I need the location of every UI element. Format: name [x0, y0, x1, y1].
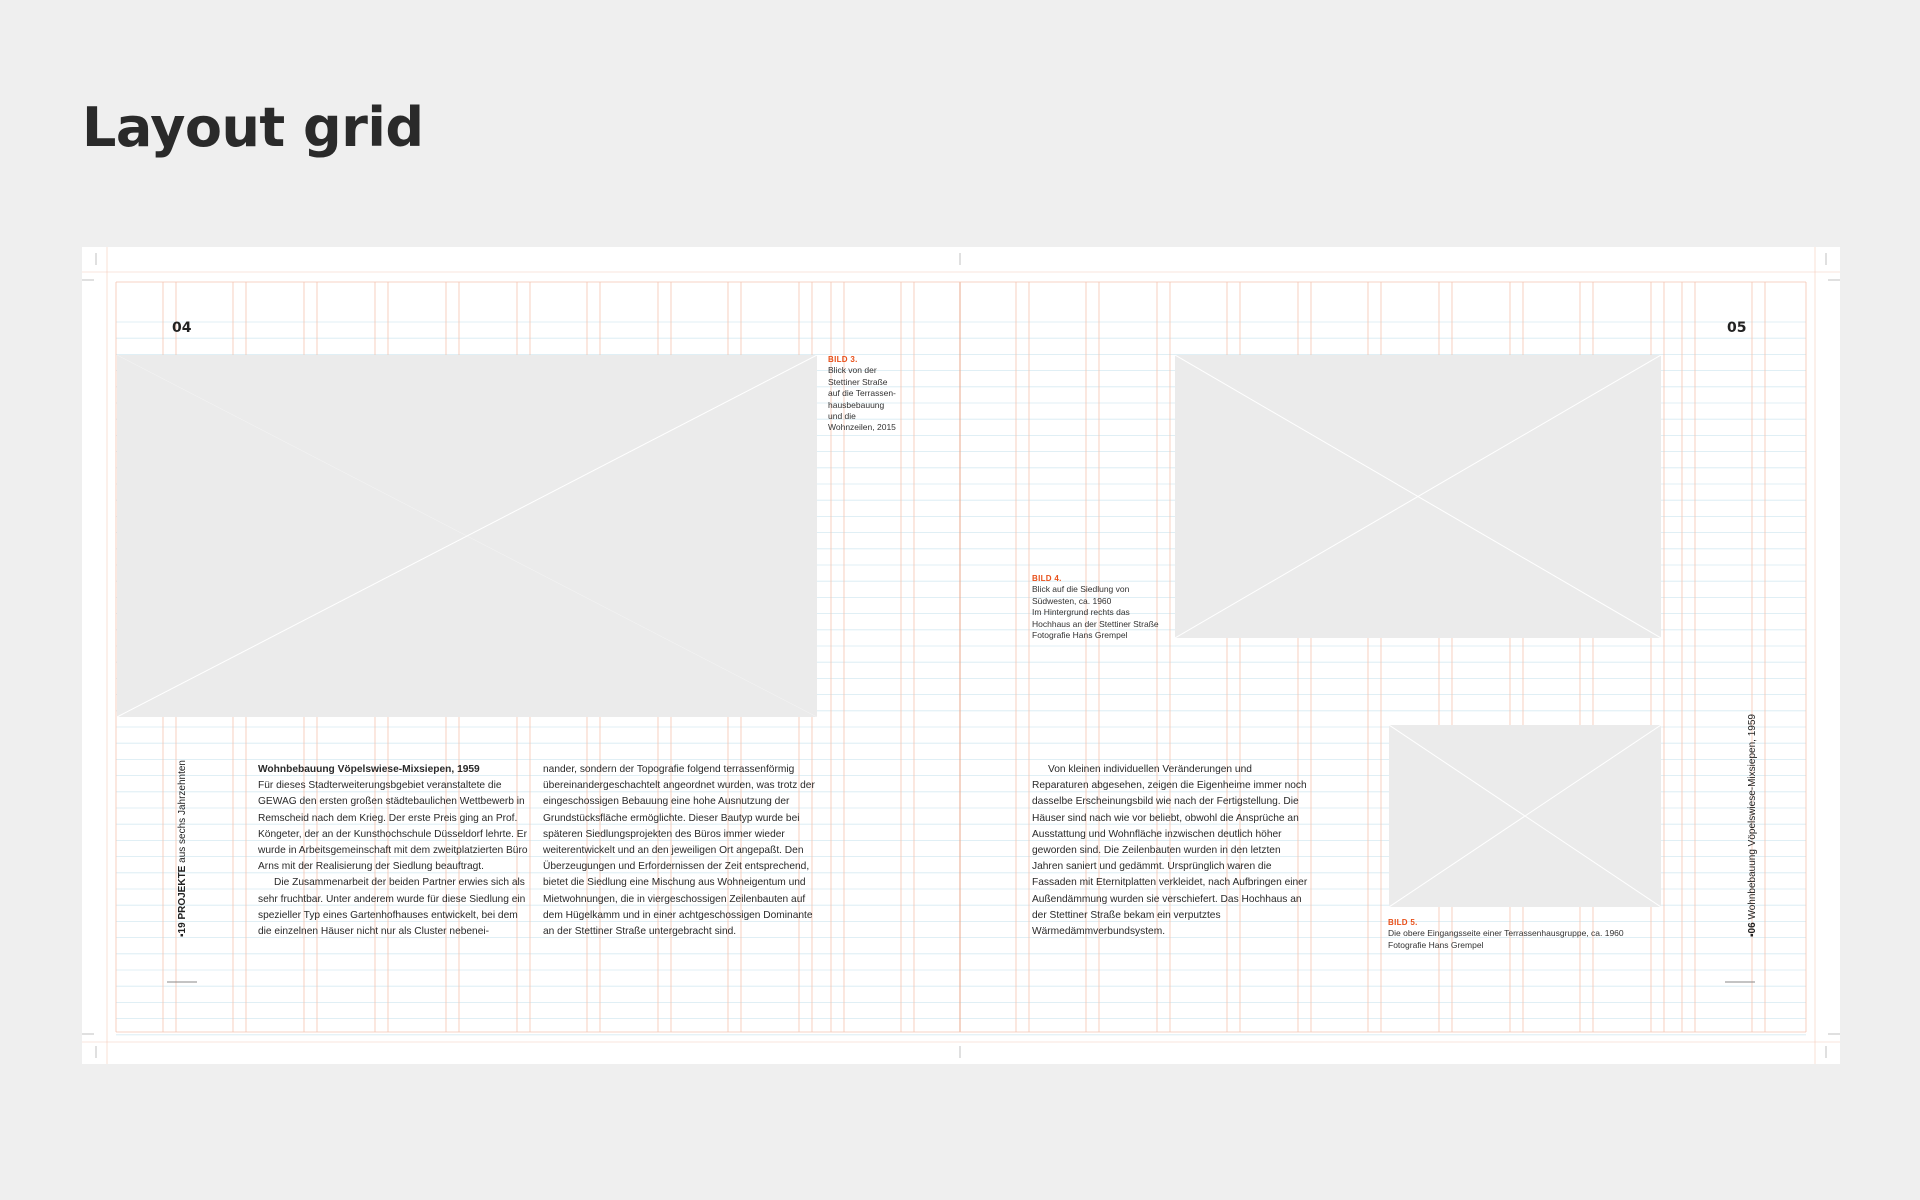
caption-label: BILD 3. — [828, 355, 858, 364]
article-heading: Wohnbebauung Vöpelswiese-Mixsiepen, 1959 — [258, 764, 480, 775]
caption-label: BILD 4. — [1032, 574, 1062, 583]
caption-bild-5 — [1388, 917, 1688, 951]
image-placeholder-bild-3 — [117, 355, 817, 717]
page-title: Layout grid — [82, 96, 424, 159]
running-head-bold: ▪19 PROJEKTE — [177, 865, 188, 937]
running-head-bold: ▪06 — [1747, 922, 1758, 937]
running-head-right — [1747, 714, 1758, 937]
article-paragraph: Für dieses Stadterweiterungsbgebiet veranstaltete die GEWAG den ersten großen städtebaulichen Wettbewerb in Remscheid nach dem Krieg. Der erste Preis ging an Prof. Köngeter, der an der Kunsthochschule Düsseldorf lehrte. Er wurde in Arbeitsgemeinschaft mit dem zweitplatzierten Büro Arns mit der Realisierung der Siedlung beauftragt. — [258, 780, 528, 873]
caption-line: und die — [828, 411, 856, 422]
caption-line: Wohnzeilen, 2015 — [828, 422, 896, 433]
caption-bild-3 — [828, 354, 908, 434]
article-paragraph: Die Zusammenarbeit der beiden Partner erwies sich als sehr fruchtbar. Unter anderem wurde für diese Siedlung ein spezieller Typ eines Gartenhofhauses entwickelt, bei dem die einzelnen Häuser nicht nur als Cluster nebenei- — [258, 877, 526, 938]
caption-line: Hochhaus an der Stettiner Straße — [1032, 618, 1159, 629]
caption-line: Südwesten, ca. 1960 — [1032, 595, 1112, 606]
caption-line: Die obere Eingangsseite einer Terrassenhausgruppe, ca. 1960 — [1388, 928, 1624, 939]
article-column-1 — [258, 762, 532, 940]
page-number-right: 05 — [1727, 320, 1747, 336]
caption-line: Fotografie Hans Grempel — [1032, 630, 1128, 641]
article-paragraph: nander, sondern der Topografie folgend terrassenförmig übereinandergeschachtelt angeordnet wurden, was trotz der eingeschossigen Bebauung eine hohe Ausnutzung der Grundstücksfläche ermöglichte. Dieser Bautyp wurde bei späteren Siedlungsprojekten des Büros immer wieder weiterentwickelt und an den jeweiligen Ort angepaßt. Den Überzeugungen und Erfordernissen der Zeit entsprechend, bietet die Siedlung eine Mischung aus Wohneigentum und Mietwohnungen, die in viergeschossigen Zeilenbauten auf dem Hügelkamm und in einer achtgeschossigen Dominante an der Stettiner Straße untergebracht sind. — [543, 764, 815, 938]
caption-line: Im Hintergrund rechts das — [1032, 607, 1130, 618]
caption-line: Stettiner Straße — [828, 376, 888, 387]
article-column-3 — [1032, 762, 1308, 940]
caption-line: Blick auf die Siedlung von — [1032, 584, 1130, 595]
caption-line: auf die Terrassen- — [828, 388, 896, 399]
caption-line: Blick von der — [828, 365, 877, 376]
image-placeholder-bild-4 — [1175, 355, 1661, 638]
running-head-text: aus sechs Jahrzehnten — [177, 760, 188, 866]
caption-line: Fotografie Hans Grempel — [1388, 939, 1484, 950]
image-placeholder-bild-5 — [1389, 725, 1661, 907]
running-head-text: Wohnbebauung Vöpelswiese-Mixsiepen, 1959 — [1747, 714, 1758, 923]
layout-spread — [82, 247, 1840, 1064]
caption-line: hausbebauung — [828, 399, 885, 410]
page-number-left: 04 — [172, 320, 192, 336]
article-paragraph: Von kleinen individuellen Veränderungen und Reparaturen abgesehen, zeigen die Eigenheime immer noch dasselbe Erscheinungsbild wie nach der Fertigstellung. Die Häuser sind nach wie vor beliebt, obwohl die Ansprüche an Ausstattung und Wohnfläche inzwischen deutlich höher geworden sind. Die Zeilenbauten wurden in den letzten Jahren saniert und gedämmt. Ursprünglich waren die Fassaden mit Eternitplatten verkleidet, nach Aufbringen einer Außendämmung wurden sie verschiefert. Das Hochhaus an der Stettiner Straße bekam ein verputztes Wärmedämmverbundsystem. — [1032, 764, 1308, 938]
caption-label: BILD 5. — [1388, 918, 1418, 927]
caption-bild-4 — [1032, 573, 1182, 641]
article-column-2 — [543, 762, 819, 940]
running-head-left — [177, 760, 188, 937]
